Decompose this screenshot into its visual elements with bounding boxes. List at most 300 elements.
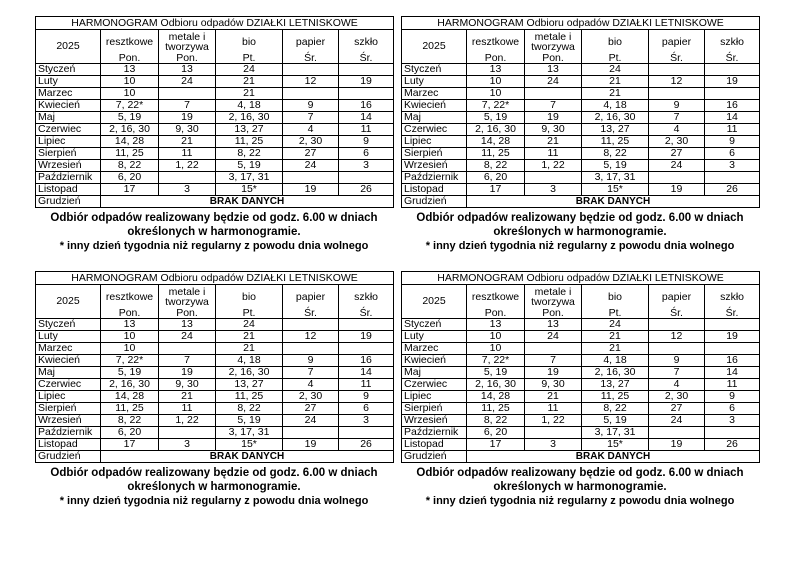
cell-value: 5, 19 [101, 112, 159, 124]
table-row [402, 355, 760, 367]
cell-value: 9 [649, 355, 705, 367]
cell-value: 6 [339, 403, 394, 415]
schedule-card-4 [401, 271, 759, 508]
schedule-table [35, 16, 394, 208]
cell-value: 5, 19 [216, 415, 283, 427]
cell-value: 11, 25 [467, 148, 525, 160]
cell-value [159, 172, 216, 184]
cell-value: 14, 28 [101, 391, 159, 403]
cell-value: 13 [101, 64, 159, 76]
column-name: metale i tworzywa [165, 30, 209, 53]
cell-value: 7 [525, 100, 582, 112]
cell-value: 11, 25 [101, 403, 159, 415]
table-row [36, 184, 394, 196]
cell-value [525, 172, 582, 184]
footnote: * inny dzień tygodnia niż regularny z powodu dnia wolnego [425, 495, 735, 507]
cell-value: 21 [216, 343, 283, 355]
cell-value: 10 [467, 88, 525, 100]
cell-value: 2, 16, 30 [101, 379, 159, 391]
schedule-card-2 [401, 16, 759, 253]
cell-value: 3 [159, 184, 216, 196]
column-name: szkło [354, 35, 378, 48]
table-row [402, 64, 760, 76]
month-label: Maj [402, 112, 467, 124]
column-day: Pon. [176, 51, 198, 64]
cell-value [649, 64, 705, 76]
cell-value: 27 [649, 148, 705, 160]
cell-value: 4, 18 [216, 355, 283, 367]
table-row [402, 415, 760, 427]
column-day: Pon. [542, 306, 564, 319]
cell-value: 7, 22* [467, 355, 525, 367]
column-day: Śr. [670, 306, 683, 319]
cell-value: 9 [283, 355, 339, 367]
cell-value: 5, 19 [582, 415, 649, 427]
cell-value: 8, 22 [467, 415, 525, 427]
cell-value: 2, 16, 30 [101, 124, 159, 136]
note-line-2: określonych w harmonogramie. [127, 226, 301, 238]
column-header [705, 30, 760, 64]
table-row [36, 379, 394, 391]
month-label: Czerwiec [402, 124, 467, 136]
column-header [283, 30, 339, 64]
schedule-card-1 [35, 16, 393, 253]
cell-value [283, 64, 339, 76]
cell-value [705, 88, 760, 100]
cell-value: 5, 19 [582, 160, 649, 172]
cell-value: 9 [705, 391, 760, 403]
column-name: resztkowe [471, 290, 520, 303]
note-line-2: określonych w harmonogramie. [493, 481, 667, 493]
cell-value: 3 [525, 439, 582, 451]
month-label: Grudzień [402, 196, 467, 208]
column-day: Pon. [484, 51, 507, 64]
table-row [402, 367, 760, 379]
cell-value: 6, 20 [467, 172, 525, 184]
table-row [36, 112, 394, 124]
cell-value: 6, 20 [101, 427, 159, 439]
table-row [36, 124, 394, 136]
cell-value: 1, 22 [525, 160, 582, 172]
cell-value: 4, 18 [582, 100, 649, 112]
footnote: * inny dzień tygodnia niż regularny z powodu dnia wolnego [59, 495, 369, 507]
column-name: bio [241, 35, 256, 48]
cell-value: 26 [705, 439, 760, 451]
column-header [582, 285, 649, 319]
cell-value [339, 64, 394, 76]
column-name: metale i tworzywa [165, 285, 209, 308]
cell-value: 14, 28 [467, 391, 525, 403]
cell-value: 3, 17, 31 [582, 172, 649, 184]
cell-value: 9 [283, 100, 339, 112]
cell-value: 11 [339, 379, 394, 391]
cell-value: 8, 22 [467, 160, 525, 172]
column-name: papier [661, 35, 692, 48]
table-row [402, 172, 760, 184]
cell-value: 11 [159, 403, 216, 415]
column-day: Śr. [304, 51, 317, 64]
month-label: Maj [36, 112, 101, 124]
cell-value: 2, 16, 30 [467, 124, 525, 136]
column-header [101, 30, 159, 64]
cell-value: 21 [582, 76, 649, 88]
table-row [402, 391, 760, 403]
cell-value [649, 172, 705, 184]
note-line-1: Odbiór odpadów realizowany będzie od godz. 6.00 w dniach [416, 212, 744, 224]
cell-value: 19 [705, 76, 760, 88]
cell-value: 21 [525, 391, 582, 403]
month-label: Czerwiec [402, 379, 467, 391]
cell-value: 24 [525, 76, 582, 88]
cell-value: 10 [467, 331, 525, 343]
cell-value: 6 [705, 148, 760, 160]
table-row [36, 88, 394, 100]
month-label: Lipiec [402, 136, 467, 148]
cell-value: 12 [649, 76, 705, 88]
cell-value: 7, 22* [467, 100, 525, 112]
cell-value: 1, 22 [525, 415, 582, 427]
cell-value: 16 [339, 100, 394, 112]
cell-value: 11 [159, 148, 216, 160]
column-header [582, 30, 649, 64]
cell-value: 6 [705, 403, 760, 415]
month-label: Maj [402, 367, 467, 379]
cell-value: 10 [101, 331, 159, 343]
cell-value: 13 [159, 64, 216, 76]
table-row [36, 76, 394, 88]
cell-value: 8, 22 [582, 403, 649, 415]
column-header [467, 30, 525, 64]
table-row [402, 403, 760, 415]
month-label: Marzec [36, 343, 101, 355]
cell-value: 27 [283, 148, 339, 160]
cell-value: 8, 22 [216, 148, 283, 160]
column-day: Pt. [242, 51, 256, 64]
column-day: Śr. [670, 51, 683, 64]
no-data-label: BRAK DANYCH [467, 451, 760, 463]
cell-value: 7 [649, 367, 705, 379]
table-title: HARMONOGRAM Odbioru odpadów DZIAŁKI LETNISKOWE [36, 17, 394, 30]
cell-value: 19 [159, 112, 216, 124]
cell-value: 1, 22 [159, 415, 216, 427]
cell-value: 16 [705, 100, 760, 112]
table-row [36, 415, 394, 427]
cell-value [525, 343, 582, 355]
table-row [36, 319, 394, 331]
cell-value: 14 [705, 112, 760, 124]
cell-value: 10 [101, 76, 159, 88]
cell-value: 19 [525, 112, 582, 124]
cell-value: 11 [705, 379, 760, 391]
cell-value: 21 [216, 76, 283, 88]
table-title: HARMONOGRAM Odbioru odpadów DZIAŁKI LETNISKOWE [402, 17, 760, 30]
column-header [705, 285, 760, 319]
cell-value: 13 [525, 319, 582, 331]
cell-value: 11, 25 [101, 148, 159, 160]
cell-value [283, 427, 339, 439]
month-label: Lipiec [36, 136, 101, 148]
cell-value: 2, 30 [649, 391, 705, 403]
cell-value: 2, 16, 30 [582, 367, 649, 379]
column-header [216, 285, 283, 319]
cell-value: 13, 27 [582, 124, 649, 136]
table-row [36, 439, 394, 451]
cell-value: 16 [705, 355, 760, 367]
cell-value: 21 [582, 331, 649, 343]
cell-value: 3, 17, 31 [216, 172, 283, 184]
cell-value: 19 [649, 439, 705, 451]
cell-value: 8, 22 [101, 160, 159, 172]
column-day: Pt. [608, 306, 622, 319]
cell-value: 14 [339, 112, 394, 124]
table-row [36, 427, 394, 439]
cell-value [339, 427, 394, 439]
cell-value: 13, 27 [216, 124, 283, 136]
month-label: Marzec [402, 343, 467, 355]
cell-value: 24 [159, 76, 216, 88]
cell-value: 3, 17, 31 [582, 427, 649, 439]
cell-value: 7 [283, 367, 339, 379]
cell-value: 5, 19 [467, 367, 525, 379]
footnote: * inny dzień tygodnia niż regularny z powodu dnia wolnego [59, 240, 369, 252]
cell-value: 3 [525, 184, 582, 196]
month-label: Listopad [36, 184, 101, 196]
column-header [159, 285, 216, 319]
table-row [36, 355, 394, 367]
month-label: Czerwiec [36, 124, 101, 136]
cell-value [339, 172, 394, 184]
year-cell: 2025 [36, 30, 101, 64]
cell-value: 13 [159, 319, 216, 331]
column-header [525, 30, 582, 64]
column-header [159, 30, 216, 64]
month-label: Styczeń [402, 64, 467, 76]
month-label: Grudzień [36, 451, 101, 463]
cell-value: 4, 18 [216, 100, 283, 112]
month-label: Październik [36, 427, 101, 439]
cell-value: 4, 18 [582, 355, 649, 367]
cell-value [159, 427, 216, 439]
column-name: resztkowe [105, 35, 154, 48]
cell-value [283, 88, 339, 100]
cell-value: 3 [705, 160, 760, 172]
no-data-label: BRAK DANYCH [467, 196, 760, 208]
month-label: Październik [402, 427, 467, 439]
cell-value: 21 [582, 343, 649, 355]
cell-value: 17 [101, 439, 159, 451]
cell-value: 19 [159, 367, 216, 379]
table-row [402, 124, 760, 136]
month-label: Sierpień [36, 403, 101, 415]
cell-value: 9, 30 [159, 379, 216, 391]
cell-value [339, 319, 394, 331]
cell-value: 14 [339, 367, 394, 379]
cell-value: 11, 25 [582, 391, 649, 403]
cell-value: 6, 20 [467, 427, 525, 439]
table-row [402, 319, 760, 331]
cell-value [283, 319, 339, 331]
table-row [402, 379, 760, 391]
cell-value: 24 [216, 319, 283, 331]
cell-value: 14, 28 [101, 136, 159, 148]
cell-value: 11 [705, 124, 760, 136]
column-header [525, 285, 582, 319]
cell-value [705, 64, 760, 76]
month-label: Marzec [36, 88, 101, 100]
cell-value: 21 [159, 391, 216, 403]
cell-value: 12 [649, 331, 705, 343]
month-label: Kwiecień [36, 100, 101, 112]
cell-value [649, 319, 705, 331]
column-day: Pon. [118, 51, 141, 64]
cell-value: 6 [339, 148, 394, 160]
month-label: Październik [402, 172, 467, 184]
month-label: Wrzesień [36, 160, 101, 172]
cell-value: 11 [525, 148, 582, 160]
month-label: Styczeń [36, 319, 101, 331]
column-name: papier [295, 35, 326, 48]
column-day: Pt. [242, 306, 256, 319]
cell-value: 15* [216, 184, 283, 196]
table-title: HARMONOGRAM Odbioru odpadów DZIAŁKI LETNISKOWE [36, 272, 394, 285]
cell-value: 11, 25 [582, 136, 649, 148]
table-row [402, 100, 760, 112]
month-label: Styczeń [36, 64, 101, 76]
column-header [283, 285, 339, 319]
note-text [35, 466, 393, 494]
month-label: Styczeń [402, 319, 467, 331]
cell-value: 12 [283, 331, 339, 343]
table-row [402, 88, 760, 100]
cell-value: 6, 20 [101, 172, 159, 184]
cell-value: 9, 30 [159, 124, 216, 136]
table-row [36, 331, 394, 343]
column-name: metale i tworzywa [531, 285, 575, 308]
month-label: Czerwiec [36, 379, 101, 391]
cell-value: 9, 30 [525, 379, 582, 391]
column-name: metale i tworzywa [531, 30, 575, 53]
table-row [402, 136, 760, 148]
column-day: Pt. [608, 51, 622, 64]
cell-value: 13 [101, 319, 159, 331]
month-label: Wrzesień [36, 415, 101, 427]
cell-value [705, 343, 760, 355]
note-text [401, 211, 759, 239]
cell-value: 21 [216, 331, 283, 343]
cell-value: 9 [649, 100, 705, 112]
cell-value: 24 [582, 64, 649, 76]
schedule-table [35, 271, 394, 463]
cell-value [705, 319, 760, 331]
cell-value: 21 [216, 88, 283, 100]
cell-value: 24 [649, 160, 705, 172]
table-row [402, 148, 760, 160]
month-label: Kwiecień [402, 100, 467, 112]
cell-value: 7, 22* [101, 100, 159, 112]
cell-value [705, 427, 760, 439]
no-data-label: BRAK DANYCH [101, 451, 394, 463]
cell-value: 24 [649, 415, 705, 427]
cell-value: 5, 19 [101, 367, 159, 379]
column-header [101, 285, 159, 319]
note-line-1: Odbiór odpadów realizowany będzie od godz. 6.00 w dniach [50, 212, 378, 224]
cell-value: 2, 30 [283, 136, 339, 148]
table-row [402, 160, 760, 172]
cell-value: 11 [525, 403, 582, 415]
cell-value [525, 427, 582, 439]
column-day: Pon. [118, 306, 141, 319]
cell-value [649, 427, 705, 439]
cell-value: 4 [649, 379, 705, 391]
column-day: Śr. [359, 306, 373, 319]
month-label: Sierpień [36, 148, 101, 160]
cell-value: 17 [467, 184, 525, 196]
table-row [36, 136, 394, 148]
cell-value: 10 [467, 76, 525, 88]
schedule-card-3 [35, 271, 393, 508]
cell-value: 13, 27 [216, 379, 283, 391]
table-row [402, 184, 760, 196]
month-label: Luty [402, 76, 467, 88]
cell-value: 15* [582, 439, 649, 451]
column-name: szkło [720, 290, 744, 303]
year-cell: 2025 [36, 285, 101, 319]
cell-value: 11 [339, 124, 394, 136]
cell-value: 9, 30 [525, 124, 582, 136]
cell-value: 13, 27 [582, 379, 649, 391]
table-row [36, 148, 394, 160]
column-header [339, 285, 394, 319]
cell-value: 27 [283, 403, 339, 415]
cell-value: 5, 19 [216, 160, 283, 172]
column-day: Śr. [304, 306, 317, 319]
cell-value: 13 [467, 64, 525, 76]
cell-value: 7 [159, 355, 216, 367]
cell-value: 3 [339, 415, 394, 427]
month-label: Lipiec [402, 391, 467, 403]
month-label: Marzec [402, 88, 467, 100]
note-line-1: Odbiór odpadów realizowany będzie od godz. 6.00 w dniach [416, 467, 744, 479]
table-title: HARMONOGRAM Odbioru odpadów DZIAŁKI LETNISKOWE [402, 272, 760, 285]
cell-value: 26 [339, 184, 394, 196]
month-label: Sierpień [402, 403, 467, 415]
cell-value: 12 [283, 76, 339, 88]
cell-value: 11, 25 [216, 391, 283, 403]
cell-value: 10 [467, 343, 525, 355]
cell-value: 7 [649, 112, 705, 124]
cell-value: 27 [649, 403, 705, 415]
table-row [36, 403, 394, 415]
column-name: resztkowe [105, 290, 154, 303]
month-label: Luty [36, 76, 101, 88]
cell-value: 14 [705, 367, 760, 379]
column-name: szkło [720, 35, 744, 48]
table-row [402, 427, 760, 439]
cell-value [283, 172, 339, 184]
cell-value: 2, 16, 30 [582, 112, 649, 124]
table-row [402, 439, 760, 451]
schedule-table [401, 271, 760, 463]
month-label: Luty [402, 331, 467, 343]
cell-value [283, 343, 339, 355]
column-name: resztkowe [471, 35, 520, 48]
cell-value: 11, 25 [216, 136, 283, 148]
column-name: szkło [354, 290, 378, 303]
cell-value: 3 [159, 439, 216, 451]
cell-value: 9 [339, 136, 394, 148]
cell-value: 5, 19 [467, 112, 525, 124]
cell-value [339, 88, 394, 100]
